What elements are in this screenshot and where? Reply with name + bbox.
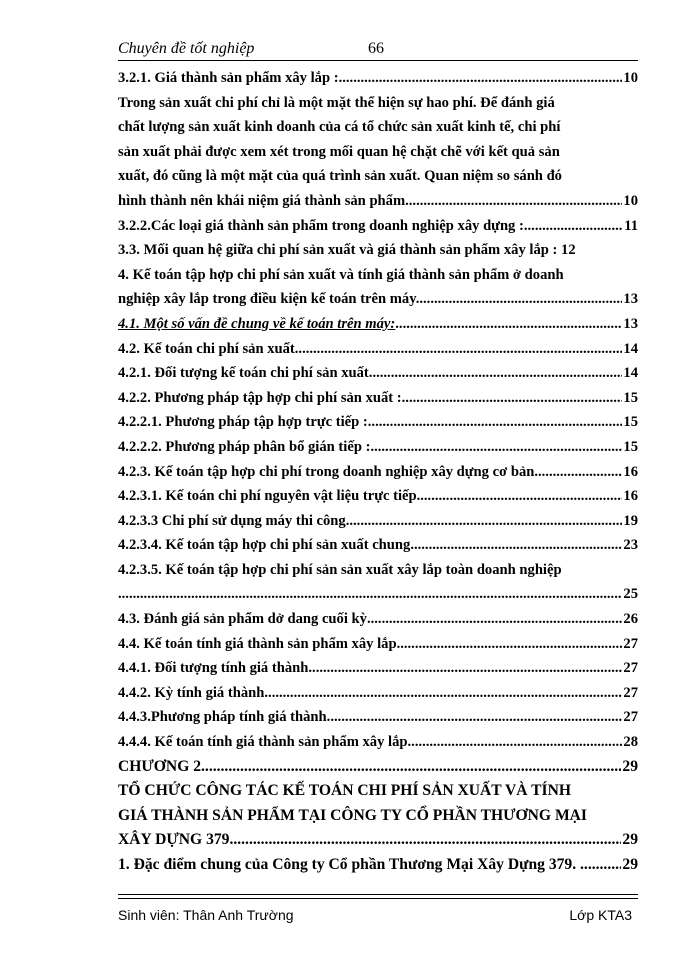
toc-entry [118, 410, 638, 435]
toc-entry-text: hình thành nên khái niệm giá thành sản phẩm. [118, 192, 409, 209]
toc-entry-text: 4.2.2.1. Phương pháp tập hợp trực tiếp : [118, 414, 368, 431]
toc-entry-text: 4.2.2.2. Phương pháp phân bổ gián tiếp : [118, 438, 371, 455]
toc-entry-text: nghiệp xây lắp trong điều kiện kế toán trên máy. [118, 291, 420, 308]
toc-leader-dots [367, 607, 622, 632]
toc-leader-dots [201, 755, 621, 780]
toc-entry [118, 730, 638, 755]
toc-page-number: 15 [623, 389, 638, 406]
toc-entry [118, 287, 638, 312]
toc-entry [118, 337, 638, 362]
toc-page-number: 13 [623, 315, 638, 332]
toc-page-number: 16 [623, 463, 638, 480]
toc-entry-text: 4.4. Kế toán tính giá thành sản phẩm xây lắp [118, 635, 397, 652]
toc-leader-dots [408, 730, 623, 755]
toc-page-number: 11 [624, 217, 638, 234]
toc-page-number: 10 [623, 70, 638, 86]
toc-leader-dots [524, 214, 623, 239]
toc-page-number: 19 [623, 512, 638, 529]
toc-page-number: 25 [623, 586, 638, 603]
toc-entry-text: 4.2.3.3 Chi phí sử dụng máy thi công [118, 512, 346, 529]
toc-entry [118, 460, 638, 485]
toc-page-number: 27 [623, 684, 638, 701]
toc-entry-text: 4.2.3.4. Kế toán tập hợp chi phí sản xuất chung [118, 537, 411, 554]
footer-divider [118, 894, 638, 895]
toc-entry [118, 435, 638, 460]
toc-entry [118, 312, 638, 337]
toc-leader-dots [395, 312, 622, 337]
toc-entry-text: CHƯƠNG 2 [118, 757, 202, 775]
toc-leader-dots [264, 681, 622, 706]
toc-page-number: 14 [623, 365, 638, 382]
toc-page-number: 28 [623, 734, 638, 751]
toc-entry-text: 4.4.1. Đối tượng tính giá thành [118, 660, 309, 677]
toc-entry-text: 4.4.2. Kỳ tính giá thành [118, 684, 265, 701]
table-of-contents [118, 66, 638, 878]
toc-leader-dots [410, 533, 622, 558]
toc-entry-text: 4.2. Kế toán chi phí sản xuất [118, 340, 295, 357]
toc-page-number: 27 [623, 635, 638, 652]
toc-page-number: 27 [623, 709, 638, 726]
toc-entry [118, 189, 638, 214]
toc-entry-text: Trong sản xuất chi phí chỉ là một mặt thể hiện sự hao phí. Để đánh giá [118, 94, 555, 111]
toc-page-number: 14 [623, 340, 638, 357]
toc-page-number: 15 [623, 438, 638, 455]
toc-entry-text: 4.4.4. Kế toán tính giá thành sản phẩm xây lắp [118, 734, 408, 751]
toc-entry [118, 681, 638, 706]
toc-page-number: 10 [623, 192, 638, 209]
toc-entry-text: 4.2.3. Kế toán tập hợp chi phí trong doanh nghiệp xây dựng cơ bản [118, 463, 535, 480]
class-name: Lớp KTA3 [569, 907, 632, 923]
toc-leader-dots [592, 853, 622, 878]
toc-entry [118, 484, 638, 509]
toc-entry-text: TỔ CHỨC CÔNG TÁC KẾ TOÁN CHI PHÍ SẢN XUẤT VÀ TÍNH [118, 782, 572, 800]
toc-entry-text: chất lượng sản xuất kinh doanh của cá tổ chức sản xuất kinh tế, chi phí [118, 119, 561, 136]
toc-page-number: 13 [623, 291, 638, 308]
toc-entry [118, 755, 638, 780]
toc-leader-dots [346, 509, 623, 534]
toc-entry [118, 582, 638, 607]
toc-leader-dots [534, 460, 622, 485]
toc-page-number: 15 [623, 414, 638, 431]
toc-entry-text: 4.2.3.5. Kế toán tập hợp chi phí sản sản xuất xây lắp toàn doanh nghiệp [118, 561, 562, 578]
page-footer [118, 898, 638, 923]
toc-entry [118, 509, 638, 534]
toc-entry-text: 4.4.3.Phương pháp tính giá thành [118, 709, 327, 726]
toc-leader-dots [402, 386, 623, 411]
toc-entry [118, 853, 638, 878]
toc-leader-dots [308, 656, 622, 681]
toc-leader-dots [327, 705, 623, 730]
toc-entry-text: GIÁ THÀNH SẢN PHẨM TẠI CÔNG TY CỔ PHẦN THƯƠNG MẠI [118, 806, 587, 824]
toc-leader-dots [409, 189, 623, 214]
toc-entry [118, 533, 638, 558]
toc-entry [118, 632, 638, 657]
toc-entry-text: xuất, đó cũng là một mặt của quá trình sản xuất. Quan niệm so sánh đó [118, 168, 562, 185]
toc-leader-dots [419, 287, 622, 312]
toc-leader-dots [417, 484, 623, 509]
student-name: Sinh viên: Thân Anh Trường [118, 907, 294, 923]
toc-entry-text: 4.1. Một số vấn đề chung về kế toán trên máy: [118, 315, 396, 332]
toc-entry [118, 705, 638, 730]
toc-page-number: 27 [623, 660, 638, 677]
toc-page-number: 29 [622, 831, 638, 849]
toc-entry-text: sản xuất phải được xem xét trong mối quan hệ chặt chẽ với kết quả sản [118, 143, 560, 160]
toc-page-number: 29 [622, 757, 638, 775]
toc-entry-text: 3.2.1. Giá thành sản phẩm xây lắp : [118, 70, 339, 86]
toc-entry-text: 4.2.1. Đối tượng kế toán chi phí sản xuất [118, 365, 369, 382]
toc-entry [118, 66, 638, 91]
toc-entry [118, 828, 638, 853]
toc-entry-text: 4.3. Đánh giá sản phẩm dở dang cuối kỳ [118, 611, 367, 628]
toc-entry [118, 361, 638, 386]
toc-page-number: 16 [623, 488, 638, 505]
toc-entry [118, 656, 638, 681]
toc-leader-dots [370, 435, 622, 460]
toc-entry-text: 4. Kế toán tập hợp chi phí sản xuất và tính giá thành sản phẩm ở doanh [118, 266, 564, 283]
document-title: Chuyên đề tốt nghiệp [118, 40, 255, 57]
toc-leader-dots [339, 66, 623, 91]
toc-leader-dots [118, 582, 622, 607]
toc-leader-dots [397, 632, 623, 657]
toc-page-number: 23 [623, 537, 638, 554]
toc-entry [118, 386, 638, 411]
toc-leader-dots [295, 337, 623, 362]
toc-entry [118, 607, 638, 632]
toc-entry-text: 4.2.2. Phương pháp tập hợp chi phí sản xuất : [118, 389, 402, 406]
toc-page-number: 26 [623, 611, 638, 628]
toc-entry [118, 214, 638, 239]
toc-entry-text: XÂY DỰNG 379. [118, 831, 234, 849]
toc-entry-text: 3.2.2.Các loại giá thành sản phẩm trong doanh nghiệp xây dựng : [118, 217, 524, 234]
toc-leader-dots [368, 410, 623, 435]
toc-leader-dots [369, 361, 623, 386]
toc-page-number: 29 [622, 856, 638, 873]
page-header [118, 40, 638, 61]
toc-entry-text: 4.2.3.1. Kế toán chi phí nguyên vật liệu trực tiếp [118, 488, 417, 505]
toc-leader-dots [233, 828, 621, 853]
toc-entry-text: 3.3. Mối quan hệ giữa chi phí sản xuất và giá thành sản phẩm xây lắp : 12 [118, 242, 576, 259]
page-number: 66 [368, 40, 384, 57]
toc-entry-text: 1. Đặc điểm chung của Công ty Cổ phần Thương Mại Xây Dựng 379. ... [118, 856, 592, 873]
